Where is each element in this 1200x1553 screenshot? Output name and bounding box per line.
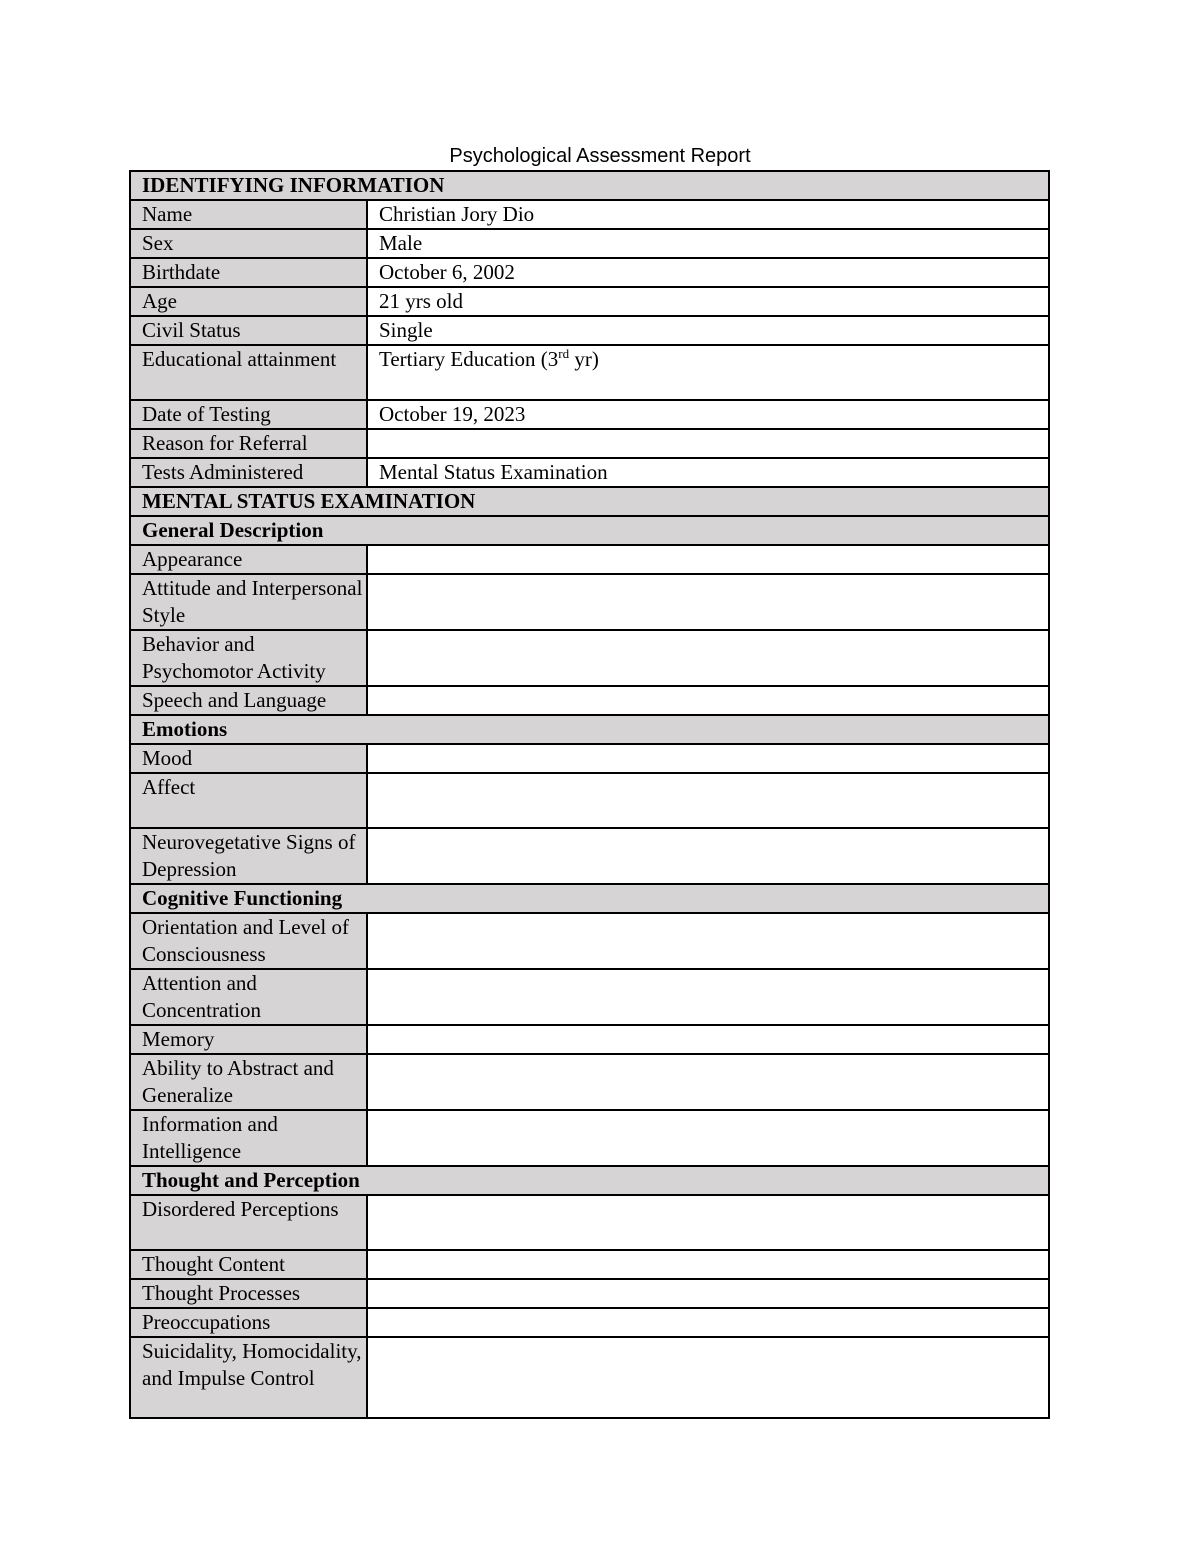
table-row	[130, 574, 1049, 630]
field-label-date-of-testing: Date of Testing	[130, 400, 367, 429]
field-value-educational-attainment	[367, 345, 1049, 400]
subsection-header-emotions: Emotions	[130, 715, 1049, 744]
field-value-thought-content	[367, 1250, 1049, 1279]
table-row	[130, 1308, 1049, 1337]
table-row	[130, 1025, 1049, 1054]
field-value-name: Christian Jory Dio	[367, 200, 1049, 229]
field-label-abstract: Ability to Abstract and Generalize	[130, 1054, 367, 1110]
field-value-appearance	[367, 545, 1049, 574]
field-value-disordered-perceptions	[367, 1195, 1049, 1250]
field-value-intelligence	[367, 1110, 1049, 1166]
field-value-affect	[367, 773, 1049, 828]
field-value-civil-status: Single	[367, 316, 1049, 345]
field-label-civil-status: Civil Status	[130, 316, 367, 345]
field-value-sex: Male	[367, 229, 1049, 258]
subsection-header-cognitive-functioning: Cognitive Functioning	[130, 884, 1049, 913]
field-label-age: Age	[130, 287, 367, 316]
table-row	[130, 316, 1049, 345]
table-row	[130, 1250, 1049, 1279]
table-row	[130, 913, 1049, 969]
table-row	[130, 1195, 1049, 1250]
subsection-header-row	[130, 1166, 1049, 1195]
field-label-orientation: Orientation and Level of Consciousness	[130, 913, 367, 969]
field-value-reason-for-referral	[367, 429, 1049, 458]
field-value-behavior	[367, 630, 1049, 686]
field-label-memory: Memory	[130, 1025, 367, 1054]
field-label-preoccupations: Preoccupations	[130, 1308, 367, 1337]
table-row	[130, 773, 1049, 828]
table-row	[130, 744, 1049, 773]
table-row	[130, 345, 1049, 400]
subsection-header-row	[130, 884, 1049, 913]
page-title: Psychological Assessment Report	[449, 145, 751, 167]
section-header-row	[130, 487, 1049, 516]
field-value-suicidality	[367, 1337, 1049, 1418]
table-row	[130, 1279, 1049, 1308]
table-row	[130, 287, 1049, 316]
subsection-header-row	[130, 715, 1049, 744]
subsection-header-thought-and-perception: Thought and Perception	[130, 1166, 1049, 1195]
table-row	[130, 200, 1049, 229]
education-value-suffix: yr)	[569, 347, 599, 371]
field-label-disordered-perceptions: Disordered Perceptions	[130, 1195, 367, 1250]
table-row	[130, 545, 1049, 574]
table-row	[130, 429, 1049, 458]
field-value-memory	[367, 1025, 1049, 1054]
table-row	[130, 458, 1049, 487]
field-label-intelligence: Information and Intelligence	[130, 1110, 367, 1166]
education-value-superscript: rd	[558, 346, 570, 361]
field-label-behavior: Behavior and Psychomotor Activity	[130, 630, 367, 686]
field-value-mood	[367, 744, 1049, 773]
field-label-affect: Affect	[130, 773, 367, 828]
field-label-attention: Attention and Concentration	[130, 969, 367, 1025]
field-value-abstract	[367, 1054, 1049, 1110]
field-label-mood: Mood	[130, 744, 367, 773]
subsection-header-general-description: General Description	[130, 516, 1049, 545]
field-value-preoccupations	[367, 1308, 1049, 1337]
table-row	[130, 400, 1049, 429]
field-label-birthdate: Birthdate	[130, 258, 367, 287]
table-row	[130, 969, 1049, 1025]
field-value-date-of-testing: October 19, 2023	[367, 400, 1049, 429]
table-row	[130, 630, 1049, 686]
subsection-header-row	[130, 516, 1049, 545]
field-label-tests-administered: Tests Administered	[130, 458, 367, 487]
field-value-speech	[367, 686, 1049, 715]
field-label-educational-attainment: Educational attainment	[130, 345, 367, 400]
field-value-attention	[367, 969, 1049, 1025]
field-value-attitude	[367, 574, 1049, 630]
education-value-prefix: Tertiary Education (3	[379, 347, 559, 371]
table-row	[130, 686, 1049, 715]
table-row	[130, 1110, 1049, 1166]
field-value-thought-processes	[367, 1279, 1049, 1308]
section-header-row	[130, 171, 1049, 200]
table-row	[130, 828, 1049, 884]
field-label-appearance: Appearance	[130, 545, 367, 574]
table-row	[130, 229, 1049, 258]
field-value-birthdate: October 6, 2002	[367, 258, 1049, 287]
table-row	[130, 1337, 1049, 1418]
field-label-name: Name	[130, 200, 367, 229]
table-row	[130, 258, 1049, 287]
field-label-suicidality: Suicidality, Homocidality, and Impulse Control	[130, 1337, 367, 1418]
field-value-age: 21 yrs old	[367, 287, 1049, 316]
field-label-thought-content: Thought Content	[130, 1250, 367, 1279]
field-label-attitude: Attitude and Interpersonal Style	[130, 574, 367, 630]
field-value-orientation	[367, 913, 1049, 969]
field-label-sex: Sex	[130, 229, 367, 258]
field-label-neurovegetative-signs: Neurovegetative Signs of Depression	[130, 828, 367, 884]
field-label-speech: Speech and Language	[130, 686, 367, 715]
field-value-tests-administered: Mental Status Examination	[367, 458, 1049, 487]
field-label-reason-for-referral: Reason for Referral	[130, 429, 367, 458]
section-header-mental-status-examination: MENTAL STATUS EXAMINATION	[130, 487, 1049, 516]
field-value-neurovegetative-signs	[367, 828, 1049, 884]
assessment-table	[129, 170, 1050, 1419]
section-header-identifying-information: IDENTIFYING INFORMATION	[130, 171, 1049, 200]
table-row	[130, 1054, 1049, 1110]
field-label-thought-processes: Thought Processes	[130, 1279, 367, 1308]
